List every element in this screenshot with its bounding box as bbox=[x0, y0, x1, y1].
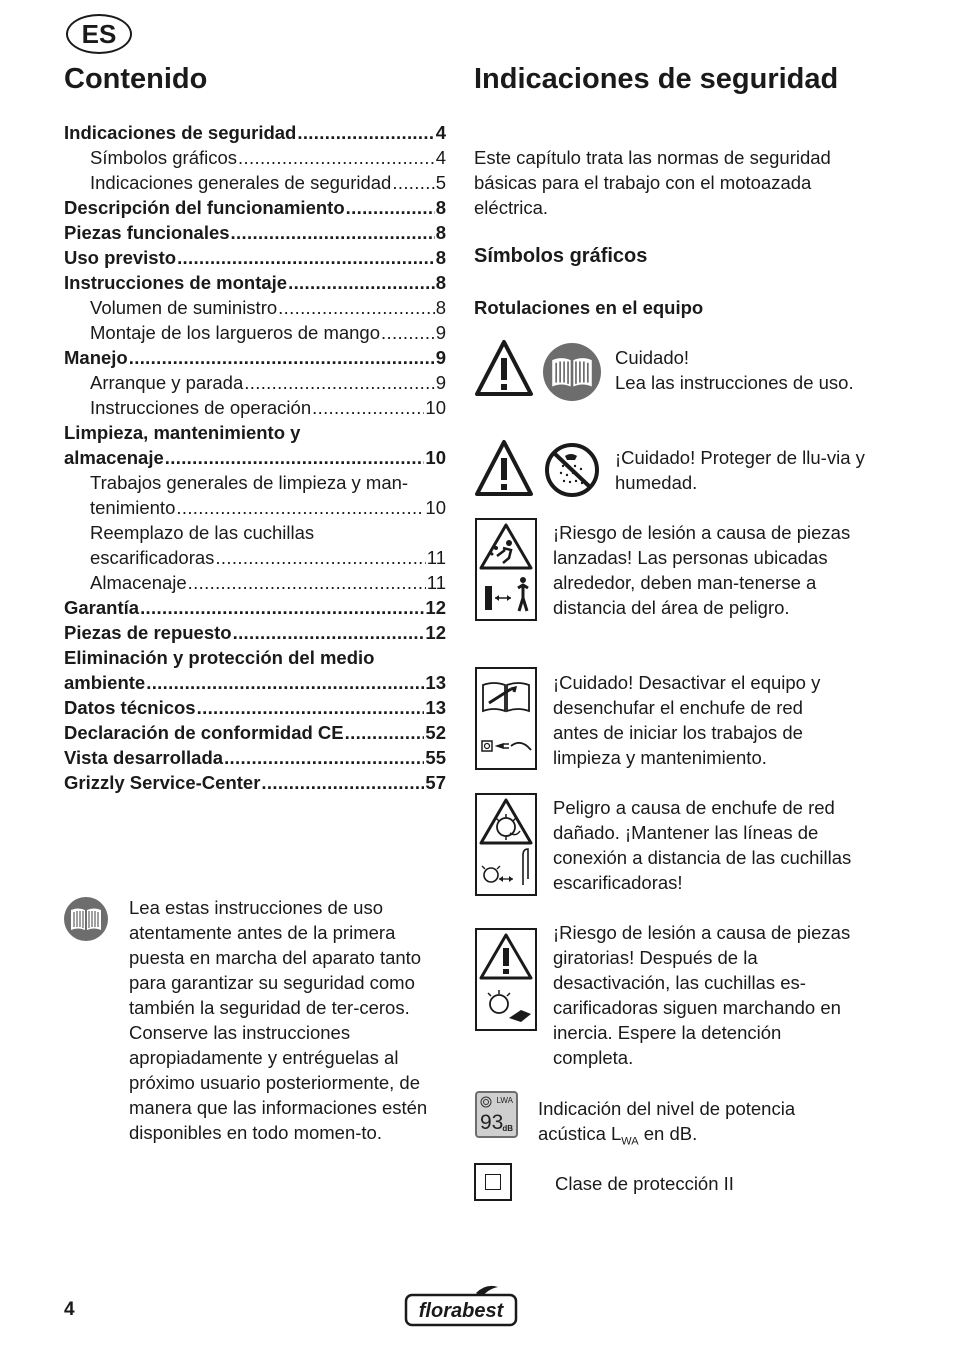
toc-entry bbox=[64, 745, 446, 770]
toc-entry-label: Eliminación y protección del medio bbox=[64, 647, 375, 668]
page-number: 4 bbox=[64, 1299, 75, 1320]
toc-entry bbox=[64, 470, 446, 495]
toc-entry bbox=[64, 570, 446, 595]
toc-leader-dots bbox=[261, 770, 424, 795]
protection-class-ii-icon bbox=[474, 1163, 512, 1201]
warning-triangle-icon bbox=[474, 438, 534, 498]
toc-entry-label: Garantía bbox=[64, 597, 140, 618]
toc-leader-dots bbox=[381, 320, 435, 345]
toc-entry-page: 10 bbox=[425, 447, 446, 468]
toc-leader-dots bbox=[177, 245, 435, 270]
symbol-8-text: Clase de protección II bbox=[555, 1173, 734, 1194]
toc-entry-page: 8 bbox=[435, 297, 446, 318]
toc-entry bbox=[64, 720, 446, 745]
toc-entry-label: Descripción del funcionamiento bbox=[64, 197, 345, 218]
toc-leader-dots bbox=[233, 620, 425, 645]
toc-entry-page: 55 bbox=[425, 747, 446, 768]
toc-leader-dots bbox=[297, 120, 434, 145]
toc-leader-dots bbox=[146, 670, 424, 695]
symbol-1-text: Cuidado! Lea las instrucciones de uso. bbox=[615, 347, 854, 393]
toc-entry-page: 8 bbox=[435, 272, 446, 293]
toc-entry-label: Instrucciones de montaje bbox=[64, 272, 288, 293]
toc-entry-page: 11 bbox=[426, 572, 446, 593]
symbol-3-text: ¡Riesgo de lesión a causa de piezas lanzadas! Las personas ubicadas alrededor, deben man-tenerse a distancia del área de peligro. bbox=[553, 522, 851, 618]
toc-entry bbox=[64, 520, 446, 545]
safety-title: Indicaciones de seguridad bbox=[474, 63, 839, 95]
warning-triangle-icon bbox=[474, 338, 534, 398]
toc-entry bbox=[64, 120, 446, 145]
toc-entry bbox=[64, 695, 446, 720]
toc-entry-page: 4 bbox=[435, 122, 446, 143]
sound-power-level-icon bbox=[475, 1091, 518, 1138]
table-of-contents bbox=[64, 120, 446, 795]
toc-entry-label: Arranque y parada bbox=[90, 372, 244, 393]
toc-entry-label: Trabajos generales de limpieza y man- bbox=[90, 472, 409, 493]
labels-heading: Rotulaciones en el equipo bbox=[474, 297, 704, 318]
toc-entry-label: almacenaje bbox=[64, 447, 164, 468]
toc-entry bbox=[64, 270, 446, 295]
toc-leader-dots bbox=[238, 145, 435, 170]
toc-entry-label: Datos técnicos bbox=[64, 697, 196, 718]
toc-entry bbox=[64, 545, 446, 570]
toc-leader-dots bbox=[197, 695, 425, 720]
toc-entry-page: 4 bbox=[435, 147, 446, 168]
toc-leader-dots bbox=[392, 170, 434, 195]
toc-leader-dots bbox=[278, 295, 435, 320]
toc-entry bbox=[64, 770, 446, 795]
toc-entry-page: 11 bbox=[426, 547, 446, 568]
toc-entry-page: 8 bbox=[435, 222, 446, 243]
toc-entry bbox=[64, 595, 446, 620]
damaged-cable-icon bbox=[475, 793, 537, 896]
toc-entry-page: 9 bbox=[435, 322, 446, 343]
sound-waves-icon bbox=[480, 1096, 492, 1108]
toc-leader-dots bbox=[345, 720, 425, 745]
toc-entry-label: Piezas de repuesto bbox=[64, 622, 232, 643]
safety-intro: Este capítulo trata las normas de seguridad básicas para el trabajo con el motoazada eléctrica. bbox=[474, 147, 831, 218]
toc-title: Contenido bbox=[64, 63, 208, 95]
toc-entry-label: Limpieza, mantenimiento y bbox=[64, 422, 301, 443]
toc-entry bbox=[64, 445, 446, 470]
toc-entry-page: 5 bbox=[435, 172, 446, 193]
rotating-parts-icon bbox=[475, 928, 537, 1031]
toc-leader-dots bbox=[188, 570, 426, 595]
svg-text:florabest: florabest bbox=[418, 1300, 504, 1322]
toc-entry-label: Instrucciones de operación bbox=[90, 397, 312, 418]
symbols-heading: Símbolos gráficos bbox=[474, 245, 648, 267]
toc-leader-dots bbox=[176, 495, 424, 520]
toc-leader-dots bbox=[231, 220, 435, 245]
toc-entry bbox=[64, 170, 446, 195]
toc-entry-page: 10 bbox=[425, 497, 446, 518]
sound-level-unit: dB bbox=[502, 1124, 513, 1133]
toc-entry-label: Almacenaje bbox=[90, 572, 187, 593]
read-manual-text: Lea estas instrucciones de uso atentamente antes de la primera puesta en marcha del aparato tanto para garantizar su seguridad como también la seguridad de ter-ceros. Conserve las instrucciones apropiadamente y entréguelas al próximo usuario posteriormente, de manera que las informaciones estén disponibles en todo momen-to. bbox=[129, 897, 428, 1143]
toc-entry-page: 8 bbox=[435, 247, 446, 268]
toc-entry-page: 57 bbox=[425, 772, 446, 793]
toc-entry-label: Piezas funcionales bbox=[64, 222, 230, 243]
toc-entry bbox=[64, 645, 446, 670]
toc-entry bbox=[64, 145, 446, 170]
florabest-logo bbox=[404, 1285, 518, 1329]
toc-entry-label: Declaración de conformidad CE bbox=[64, 722, 344, 743]
toc-leader-dots bbox=[215, 545, 425, 570]
toc-entry-label: ambiente bbox=[64, 672, 146, 693]
toc-entry bbox=[64, 345, 446, 370]
toc-entry-page: 10 bbox=[425, 397, 446, 418]
toc-entry bbox=[64, 670, 446, 695]
toc-entry-page: 9 bbox=[435, 372, 446, 393]
toc-entry bbox=[64, 395, 446, 420]
toc-entry-page: 8 bbox=[435, 197, 446, 218]
unplug-before-maintenance-icon bbox=[475, 667, 537, 770]
toc-leader-dots bbox=[346, 195, 435, 220]
toc-entry-label: Montaje de los largueros de mango bbox=[90, 322, 381, 343]
toc-entry bbox=[64, 295, 446, 320]
toc-entry-page: 9 bbox=[435, 347, 446, 368]
toc-entry-label: tenimiento bbox=[90, 497, 176, 518]
symbol-6-text: ¡Riesgo de lesión a causa de piezas giratorias! Después de la desactivación, las cuchillas es-carificadoras siguen marchando en inercia. Espere la detención completa. bbox=[553, 922, 851, 1068]
language-badge: ES bbox=[66, 14, 132, 54]
read-manual-icon bbox=[543, 343, 601, 401]
toc-entry-page: 13 bbox=[425, 697, 446, 718]
toc-entry bbox=[64, 320, 446, 345]
toc-entry-page: 52 bbox=[425, 722, 446, 743]
toc-leader-dots bbox=[165, 445, 425, 470]
toc-entry-label: Uso previsto bbox=[64, 247, 177, 268]
toc-entry bbox=[64, 245, 446, 270]
toc-entry-page: 13 bbox=[425, 672, 446, 693]
toc-entry bbox=[64, 195, 446, 220]
toc-entry-label: Símbolos gráficos bbox=[90, 147, 238, 168]
toc-leader-dots bbox=[244, 370, 434, 395]
toc-entry-label: Grizzly Service-Center bbox=[64, 772, 261, 793]
toc-leader-dots bbox=[140, 595, 424, 620]
sound-level-label: LWA bbox=[496, 1096, 513, 1105]
symbol-7-text: Indicación del nivel de potencia acústica $L_{WA}$ en dB. bbox=[538, 1098, 796, 1148]
toc-entry-page: 12 bbox=[425, 622, 446, 643]
toc-entry-label: Indicaciones de seguridad bbox=[64, 122, 297, 143]
toc-entry bbox=[64, 620, 446, 645]
toc-entry bbox=[64, 370, 446, 395]
symbol-2-text: ¡Cuidado! Proteger de llu-via y humedad. bbox=[615, 447, 865, 493]
toc-entry-label: escarificadoras bbox=[90, 547, 215, 568]
toc-entry-label: Volumen de suministro bbox=[90, 297, 278, 318]
toc-entry-label: Manejo bbox=[64, 347, 128, 368]
toc-entry-label: Reemplazo de las cuchillas bbox=[90, 522, 315, 543]
sound-level-value: 93 bbox=[480, 1111, 504, 1134]
toc-entry bbox=[64, 420, 446, 445]
toc-entry bbox=[64, 495, 446, 520]
toc-leader-dots bbox=[129, 345, 435, 370]
toc-leader-dots bbox=[312, 395, 424, 420]
thrown-parts-icon bbox=[475, 518, 537, 621]
toc-leader-dots bbox=[224, 745, 424, 770]
symbol-5-text: Peligro a causa de enchufe de red dañado. ¡Mantener las líneas de conexión a distancia de las cuchillas escarificadoras! bbox=[553, 797, 852, 893]
book-icon bbox=[64, 897, 108, 941]
toc-leader-dots bbox=[288, 270, 435, 295]
symbol-4-text: ¡Cuidado! Desactivar el equipo y desenchufar el enchufe de red antes de iniciar los trabajos de limpieza y mantenimiento. bbox=[553, 672, 821, 768]
toc-entry-page: 12 bbox=[425, 597, 446, 618]
toc-entry-label: Vista desarrollada bbox=[64, 747, 224, 768]
toc-entry bbox=[64, 220, 446, 245]
no-rain-icon bbox=[543, 442, 601, 498]
toc-entry-label: Indicaciones generales de seguridad bbox=[90, 172, 392, 193]
